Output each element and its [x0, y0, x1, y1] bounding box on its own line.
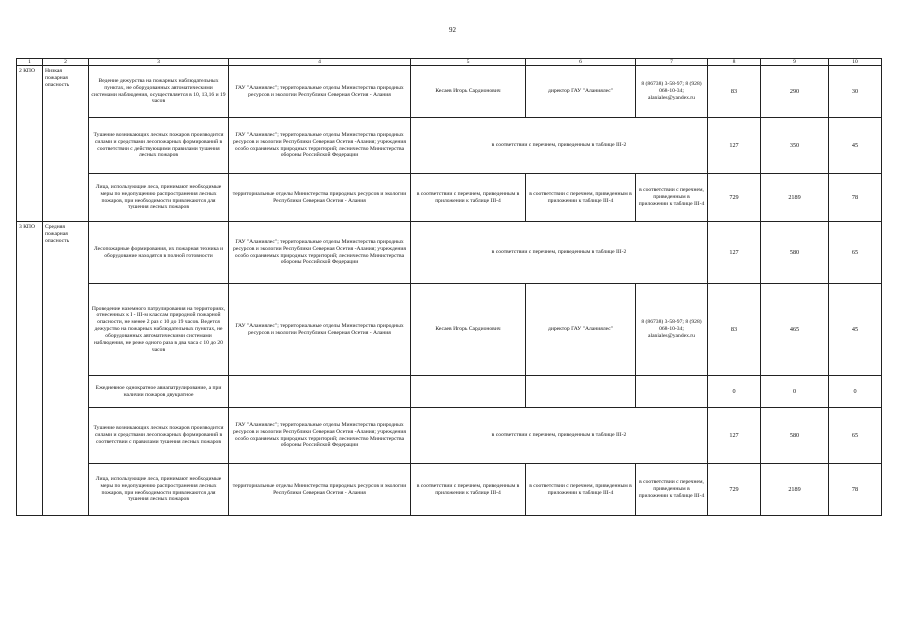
reference-cell: в соответствии с перечнем, приведенным в приложении к таблице III-4	[636, 464, 708, 516]
col-number: 4	[229, 59, 411, 66]
measure-cell: Проведение наземного патрулирования на территориях, отнесенных к I - III-м классам природной пожарной опасности, не менее 2 раз с 10 до 19 часов. Ведется дежурство на пожарных наблюдательных пунктах, не оборудованных автоматическими системами наблюдения, не реже одного раза в два часа с 10 до 20 часов	[89, 284, 229, 376]
table-row	[17, 66, 882, 118]
count-cell: 45	[829, 118, 882, 174]
table-row	[17, 376, 882, 408]
fire-measures-table	[16, 58, 882, 516]
reference-cell: в соответствии с перечнем, приведенным в приложении к таблице III-4	[526, 174, 636, 222]
count-cell: 30	[829, 66, 882, 118]
organization-cell: территориальные отделы Министерства природных ресурсов и экологии Республики Северная Осетия - Алания	[229, 174, 411, 222]
count-cell: 65	[829, 408, 882, 464]
position-cell: директор ГАУ "Аланиялес"	[526, 66, 636, 118]
responsible-person-cell: Кесаев Игорь Сардионович	[411, 66, 526, 118]
table-row	[17, 408, 882, 464]
col-number: 9	[761, 59, 829, 66]
reference-cell: в соответствии с перечнем, приведенным в таблице III-2	[411, 222, 708, 284]
count-cell: 580	[761, 408, 829, 464]
col-number: 1	[17, 59, 43, 66]
organization-cell: ГАУ "Аланиялес"; территориальные отделы Министерства природных ресурсов и экологии Республики Северная Осетия - Алания	[229, 284, 411, 376]
count-cell: 78	[829, 174, 882, 222]
measure-cell: Ведение дежурства на пожарных наблюдательных пунктах, не оборудованных автоматическими системами наблюдения, осуществляется в 10, 13,16 и 19 часов	[89, 66, 229, 118]
contacts-cell: 8 (86738) 3-58-97; 8 (928) 068-10-34; alaniales@yandex.ru	[636, 284, 708, 376]
count-cell: 2189	[761, 174, 829, 222]
count-cell: 127	[708, 408, 761, 464]
responsible-person-cell: Кесаев Игорь Сардионович	[411, 284, 526, 376]
organization-cell: ГАУ "Аланиялес"; территориальные отделы Министерства природных ресурсов и экологии Республики Северная Осетия -Алания; учреждения особо охраняемых природных территорий; лесничество Министерства обороны Российской Федерации	[229, 118, 411, 174]
organization-cell: ГАУ "Аланиялес"; территориальные отделы Министерства природных ресурсов и экологии Республики Северная Осетия -Алания; учреждения особо охраняемых природных территорий; лесничество Министерства обороны Российской Федерации	[229, 222, 411, 284]
reference-cell: в соответствии с перечнем, приведенным в таблице III-2	[411, 408, 708, 464]
count-cell: 580	[761, 222, 829, 284]
kpo-level-cell: 2 КПО	[17, 66, 43, 222]
col-number: 3	[89, 59, 229, 66]
count-cell: 83	[708, 284, 761, 376]
measure-cell: Лица, использующие леса, принимают необходимые меры по недопущению распространения лесных пожаров, при необходимости привлекаются для тушения лесных пожаров	[89, 174, 229, 222]
col-number: 5	[411, 59, 526, 66]
count-cell: 0	[829, 376, 882, 408]
measure-cell: Ежедневное однократное авиапатрулирование, а при наличии пожаров двукратное	[89, 376, 229, 408]
count-cell: 45	[829, 284, 882, 376]
col-number: 8	[708, 59, 761, 66]
column-number-row	[17, 59, 882, 66]
empty-cell	[411, 376, 526, 408]
count-cell: 729	[708, 464, 761, 516]
measure-cell: Лесопожарные формирования, их пожарная техника и оборудование находятся в полной готовности	[89, 222, 229, 284]
organization-cell: ГАУ "Аланиялес"; территориальные отделы Министерства природных ресурсов и экологии Республики Северная Осетия - Алания	[229, 66, 411, 118]
count-cell: 2189	[761, 464, 829, 516]
count-cell: 465	[761, 284, 829, 376]
empty-cell	[229, 376, 411, 408]
organization-cell: территориальные отделы Министерства природных ресурсов и экологии Республики Северная Осетия - Алания	[229, 464, 411, 516]
reference-cell: в соответствии с перечнем, приведенным в таблице III-2	[411, 118, 708, 174]
empty-cell	[636, 376, 708, 408]
contacts-cell: 8 (86738) 3-58-97; 8 (928) 068-10-34; alaniales@yandex.ru	[636, 66, 708, 118]
measure-cell: Тушение возникающих лесных пожаров производится силами и средствами лесопожарных формирований в соответствии с правилами тушения лесных пожаров	[89, 408, 229, 464]
count-cell: 0	[708, 376, 761, 408]
col-number: 2	[43, 59, 89, 66]
count-cell: 350	[761, 118, 829, 174]
count-cell: 83	[708, 66, 761, 118]
table-row	[17, 174, 882, 222]
count-cell: 290	[761, 66, 829, 118]
measure-cell: Тушение возникающих лесных пожаров производится силами и средствами лесопожарных формирований в соответствии с действующими правилами тушения лесных пожаров	[89, 118, 229, 174]
danger-level-cell: Низкая пожарная опасность	[43, 66, 89, 222]
table-row	[17, 464, 882, 516]
organization-cell: ГАУ "Аланиялес"; территориальные отделы Министерства природных ресурсов и экологии Республики Северная Осетия -Алания; учреждения особо охраняемых природных территорий; лесничество Министерства обороны Российской Федерации	[229, 408, 411, 464]
empty-cell	[526, 376, 636, 408]
reference-cell: в соответствии с перечнем, приведенным в приложении к таблице III-4	[526, 464, 636, 516]
count-cell: 729	[708, 174, 761, 222]
count-cell: 78	[829, 464, 882, 516]
count-cell: 65	[829, 222, 882, 284]
reference-cell: в соответствии с перечнем, приведенным в приложении к таблице III-4	[636, 174, 708, 222]
measure-cell: Лица, использующие леса, принимают необходимые меры по недопущению распространения лесных пожаров, при необходимости привлекаются для тушения лесных пожаров	[89, 464, 229, 516]
col-number: 7	[636, 59, 708, 66]
reference-cell: в соответствии с перечнем, приведенным в приложении к таблице III-4	[411, 464, 526, 516]
table-row	[17, 118, 882, 174]
count-cell: 127	[708, 222, 761, 284]
col-number: 10	[829, 59, 882, 66]
kpo-level-cell: 3 КПО	[17, 222, 43, 516]
table-row	[17, 222, 882, 284]
count-cell: 0	[761, 376, 829, 408]
table-row	[17, 284, 882, 376]
position-cell: директор ГАУ "Аланиялес"	[526, 284, 636, 376]
danger-level-cell: Средняя пожарная опасность	[43, 222, 89, 516]
count-cell: 127	[708, 118, 761, 174]
reference-cell: в соответствии с перечнем, приведенным в приложении к таблице III-4	[411, 174, 526, 222]
col-number: 6	[526, 59, 636, 66]
page-number: 92	[449, 26, 456, 34]
